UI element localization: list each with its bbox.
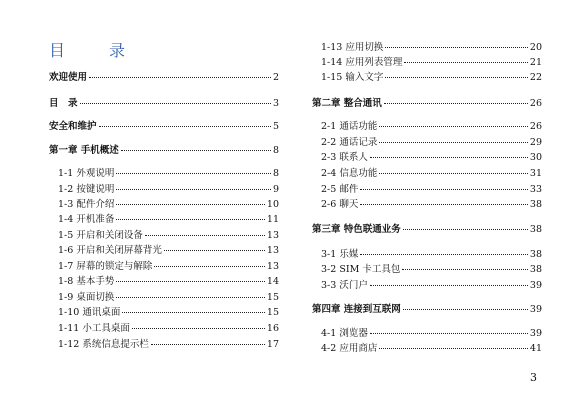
dot-leader	[122, 312, 265, 313]
dot-leader	[145, 235, 265, 236]
toc-entry-page: 9	[272, 184, 279, 195]
toc-entry-label: 2-2 通话记录	[321, 137, 378, 148]
toc-entry-label: 1-1 外观说明	[58, 168, 115, 179]
toc-entry-page: 26	[529, 121, 542, 132]
toc-chapter-entry[interactable]	[312, 224, 542, 236]
dot-leader	[385, 77, 528, 78]
toc-entry-page: 2	[272, 72, 279, 83]
toc-section-entry[interactable]	[312, 249, 542, 261]
toc-chapter-entry[interactable]	[49, 98, 279, 110]
toc-section-entry[interactable]	[49, 307, 279, 319]
toc-entry-label: 1-12 系统信息提示栏	[58, 339, 149, 350]
toc-section-entry[interactable]	[49, 245, 279, 257]
toc-chapter-entry[interactable]	[49, 145, 279, 157]
toc-entry-page: 41	[529, 343, 542, 354]
toc-entry-page: 30	[529, 152, 542, 163]
toc-entry-page: 11	[266, 214, 279, 225]
toc-entry-page: 13	[266, 245, 279, 256]
dot-leader	[379, 142, 528, 143]
toc-entry-page: 8	[272, 145, 279, 156]
dot-leader	[384, 103, 528, 104]
toc-entry-page: 14	[266, 276, 279, 287]
toc-entry-label: 2-6 聊天	[321, 199, 359, 210]
toc-section-entry[interactable]	[312, 121, 542, 133]
toc-entry-label: 1-11 小工具桌面	[58, 323, 130, 334]
toc-entry-label: 1-5 开启和关闭设备	[58, 230, 143, 241]
toc-entry-page: 33	[529, 184, 542, 195]
toc-entry-label: 2-3 联系人	[321, 152, 368, 163]
toc-entry-page: 21	[529, 57, 542, 68]
toc-entry-page: 13	[266, 261, 279, 272]
toc-section-entry[interactable]	[312, 137, 542, 149]
dot-leader	[164, 250, 265, 251]
dot-leader	[379, 348, 528, 349]
toc-section-entry[interactable]	[49, 184, 279, 196]
toc-entry-page: 39	[529, 304, 542, 315]
toc-entry-label: 第三章 特色联通业务	[312, 224, 401, 235]
toc-entry-page: 15	[266, 307, 279, 318]
toc-entry-label: 4-2 应用商店	[321, 343, 378, 354]
toc-entry-label: 1-6 开启和关闭屏幕背光	[58, 245, 162, 256]
toc-section-entry[interactable]	[312, 199, 542, 211]
toc-entry-label: 2-4 信息功能	[321, 168, 378, 179]
dot-leader	[132, 328, 265, 329]
dot-leader	[151, 344, 265, 345]
toc-entry-label: 1-9 桌面切换	[58, 292, 115, 303]
toc-entry-label: 1-15 输入文字	[321, 72, 384, 83]
toc-section-entry[interactable]	[49, 323, 279, 335]
toc-entry-label: 3-1 乐媒	[321, 249, 359, 260]
toc-section-entry[interactable]	[312, 264, 542, 276]
toc-entry-label: 1-8 基本手势	[58, 276, 115, 287]
toc-chapter-entry[interactable]	[312, 304, 542, 316]
toc-entry-page: 10	[266, 199, 279, 210]
toc-entry-label: 3-2 SIM 卡工具包	[321, 264, 401, 275]
toc-entry-page: 5	[272, 121, 279, 132]
toc-entry-label: 第二章 整合通讯	[312, 98, 382, 109]
toc-section-entry[interactable]	[49, 276, 279, 288]
dot-leader	[402, 269, 528, 270]
dot-leader	[360, 189, 528, 190]
toc-section-entry[interactable]	[312, 152, 542, 164]
dot-leader	[116, 297, 265, 298]
dot-leader	[370, 285, 528, 286]
toc-entry-page: 31	[529, 168, 542, 179]
toc-entry-label: 1-13 应用切换	[321, 42, 384, 53]
dot-leader	[403, 309, 528, 310]
toc-entry-label: 2-1 通话功能	[321, 121, 378, 132]
toc-entry-page: 38	[529, 224, 542, 235]
toc-entry-page: 26	[529, 98, 542, 109]
dot-leader	[116, 219, 265, 220]
dot-leader	[370, 333, 528, 334]
toc-entry-page: 15	[266, 292, 279, 303]
toc-entry-label: 目 录	[49, 98, 78, 109]
toc-entry-page: 3	[272, 98, 279, 109]
dot-leader	[360, 254, 528, 255]
toc-section-entry[interactable]	[312, 57, 542, 69]
toc-entry-page: 38	[529, 264, 542, 275]
dot-leader	[116, 189, 271, 190]
toc-entry-page: 38	[529, 199, 542, 210]
toc-section-entry[interactable]	[312, 280, 542, 292]
toc-entry-label: 1-2 按键说明	[58, 184, 115, 195]
dot-leader	[89, 77, 271, 78]
dot-leader	[116, 281, 265, 282]
page-number: 3	[530, 371, 537, 384]
toc-entry-label: 1-7 屏幕的锁定与解除	[58, 261, 153, 272]
toc-entry-label: 2-5 邮件	[321, 184, 359, 195]
toc-entry-label: 安全和维护	[49, 121, 97, 132]
dot-leader	[379, 126, 528, 127]
dot-leader	[121, 150, 271, 151]
toc-section-entry[interactable]	[49, 292, 279, 304]
toc-entry-page: 39	[529, 280, 542, 291]
toc-chapter-entry[interactable]	[49, 121, 279, 133]
dot-leader	[360, 204, 528, 205]
toc-chapter-entry[interactable]	[49, 72, 279, 84]
dot-leader	[80, 103, 271, 104]
toc-entry-label: 1-10 通讯桌面	[58, 307, 121, 318]
dot-leader	[379, 173, 528, 174]
toc-entry-label: 1-3 配件介绍	[58, 199, 115, 210]
dot-leader	[404, 62, 528, 63]
toc-entry-page: 13	[266, 230, 279, 241]
toc-section-entry[interactable]	[312, 72, 542, 84]
toc-entry-label: 3-3 沃门户	[321, 280, 368, 291]
toc-entry-page: 20	[529, 42, 542, 53]
page-title: 目 录	[49, 41, 140, 60]
toc-section-entry[interactable]	[49, 230, 279, 242]
toc-section-entry[interactable]	[49, 261, 279, 273]
toc-entry-label: 欢迎使用	[49, 72, 88, 83]
toc-entry-label: 1-4 开机准备	[58, 214, 115, 225]
toc-entry-page: 39	[529, 328, 542, 339]
toc-entry-page: 38	[529, 249, 542, 260]
toc-section-entry[interactable]	[312, 42, 542, 54]
toc-section-entry[interactable]	[312, 168, 542, 180]
toc-section-entry[interactable]	[49, 168, 279, 180]
toc-entry-page: 22	[529, 72, 542, 83]
dot-leader	[403, 229, 528, 230]
toc-entry-label: 第一章 手机概述	[49, 145, 119, 156]
toc-section-entry[interactable]	[49, 199, 279, 211]
toc-entry-label: 第四章 连接到互联网	[312, 304, 401, 315]
toc-entry-page: 16	[266, 323, 279, 334]
toc-section-entry[interactable]	[312, 328, 542, 340]
toc-entry-label: 4-1 浏览器	[321, 328, 368, 339]
dot-leader	[99, 126, 271, 127]
toc-section-entry[interactable]	[312, 184, 542, 196]
toc-entry-page: 17	[266, 339, 279, 350]
toc-section-entry[interactable]	[49, 214, 279, 226]
dot-leader	[370, 157, 528, 158]
toc-entry-label: 1-14 应用列表管理	[321, 57, 403, 68]
toc-entry-page: 8	[272, 168, 279, 179]
dot-leader	[116, 173, 271, 174]
toc-section-entry[interactable]	[49, 339, 279, 351]
toc-section-entry[interactable]	[312, 343, 542, 355]
dot-leader	[385, 47, 528, 48]
dot-leader	[154, 266, 265, 267]
toc-entry-page: 29	[529, 137, 542, 148]
toc-chapter-entry[interactable]	[312, 98, 542, 110]
dot-leader	[116, 204, 265, 205]
